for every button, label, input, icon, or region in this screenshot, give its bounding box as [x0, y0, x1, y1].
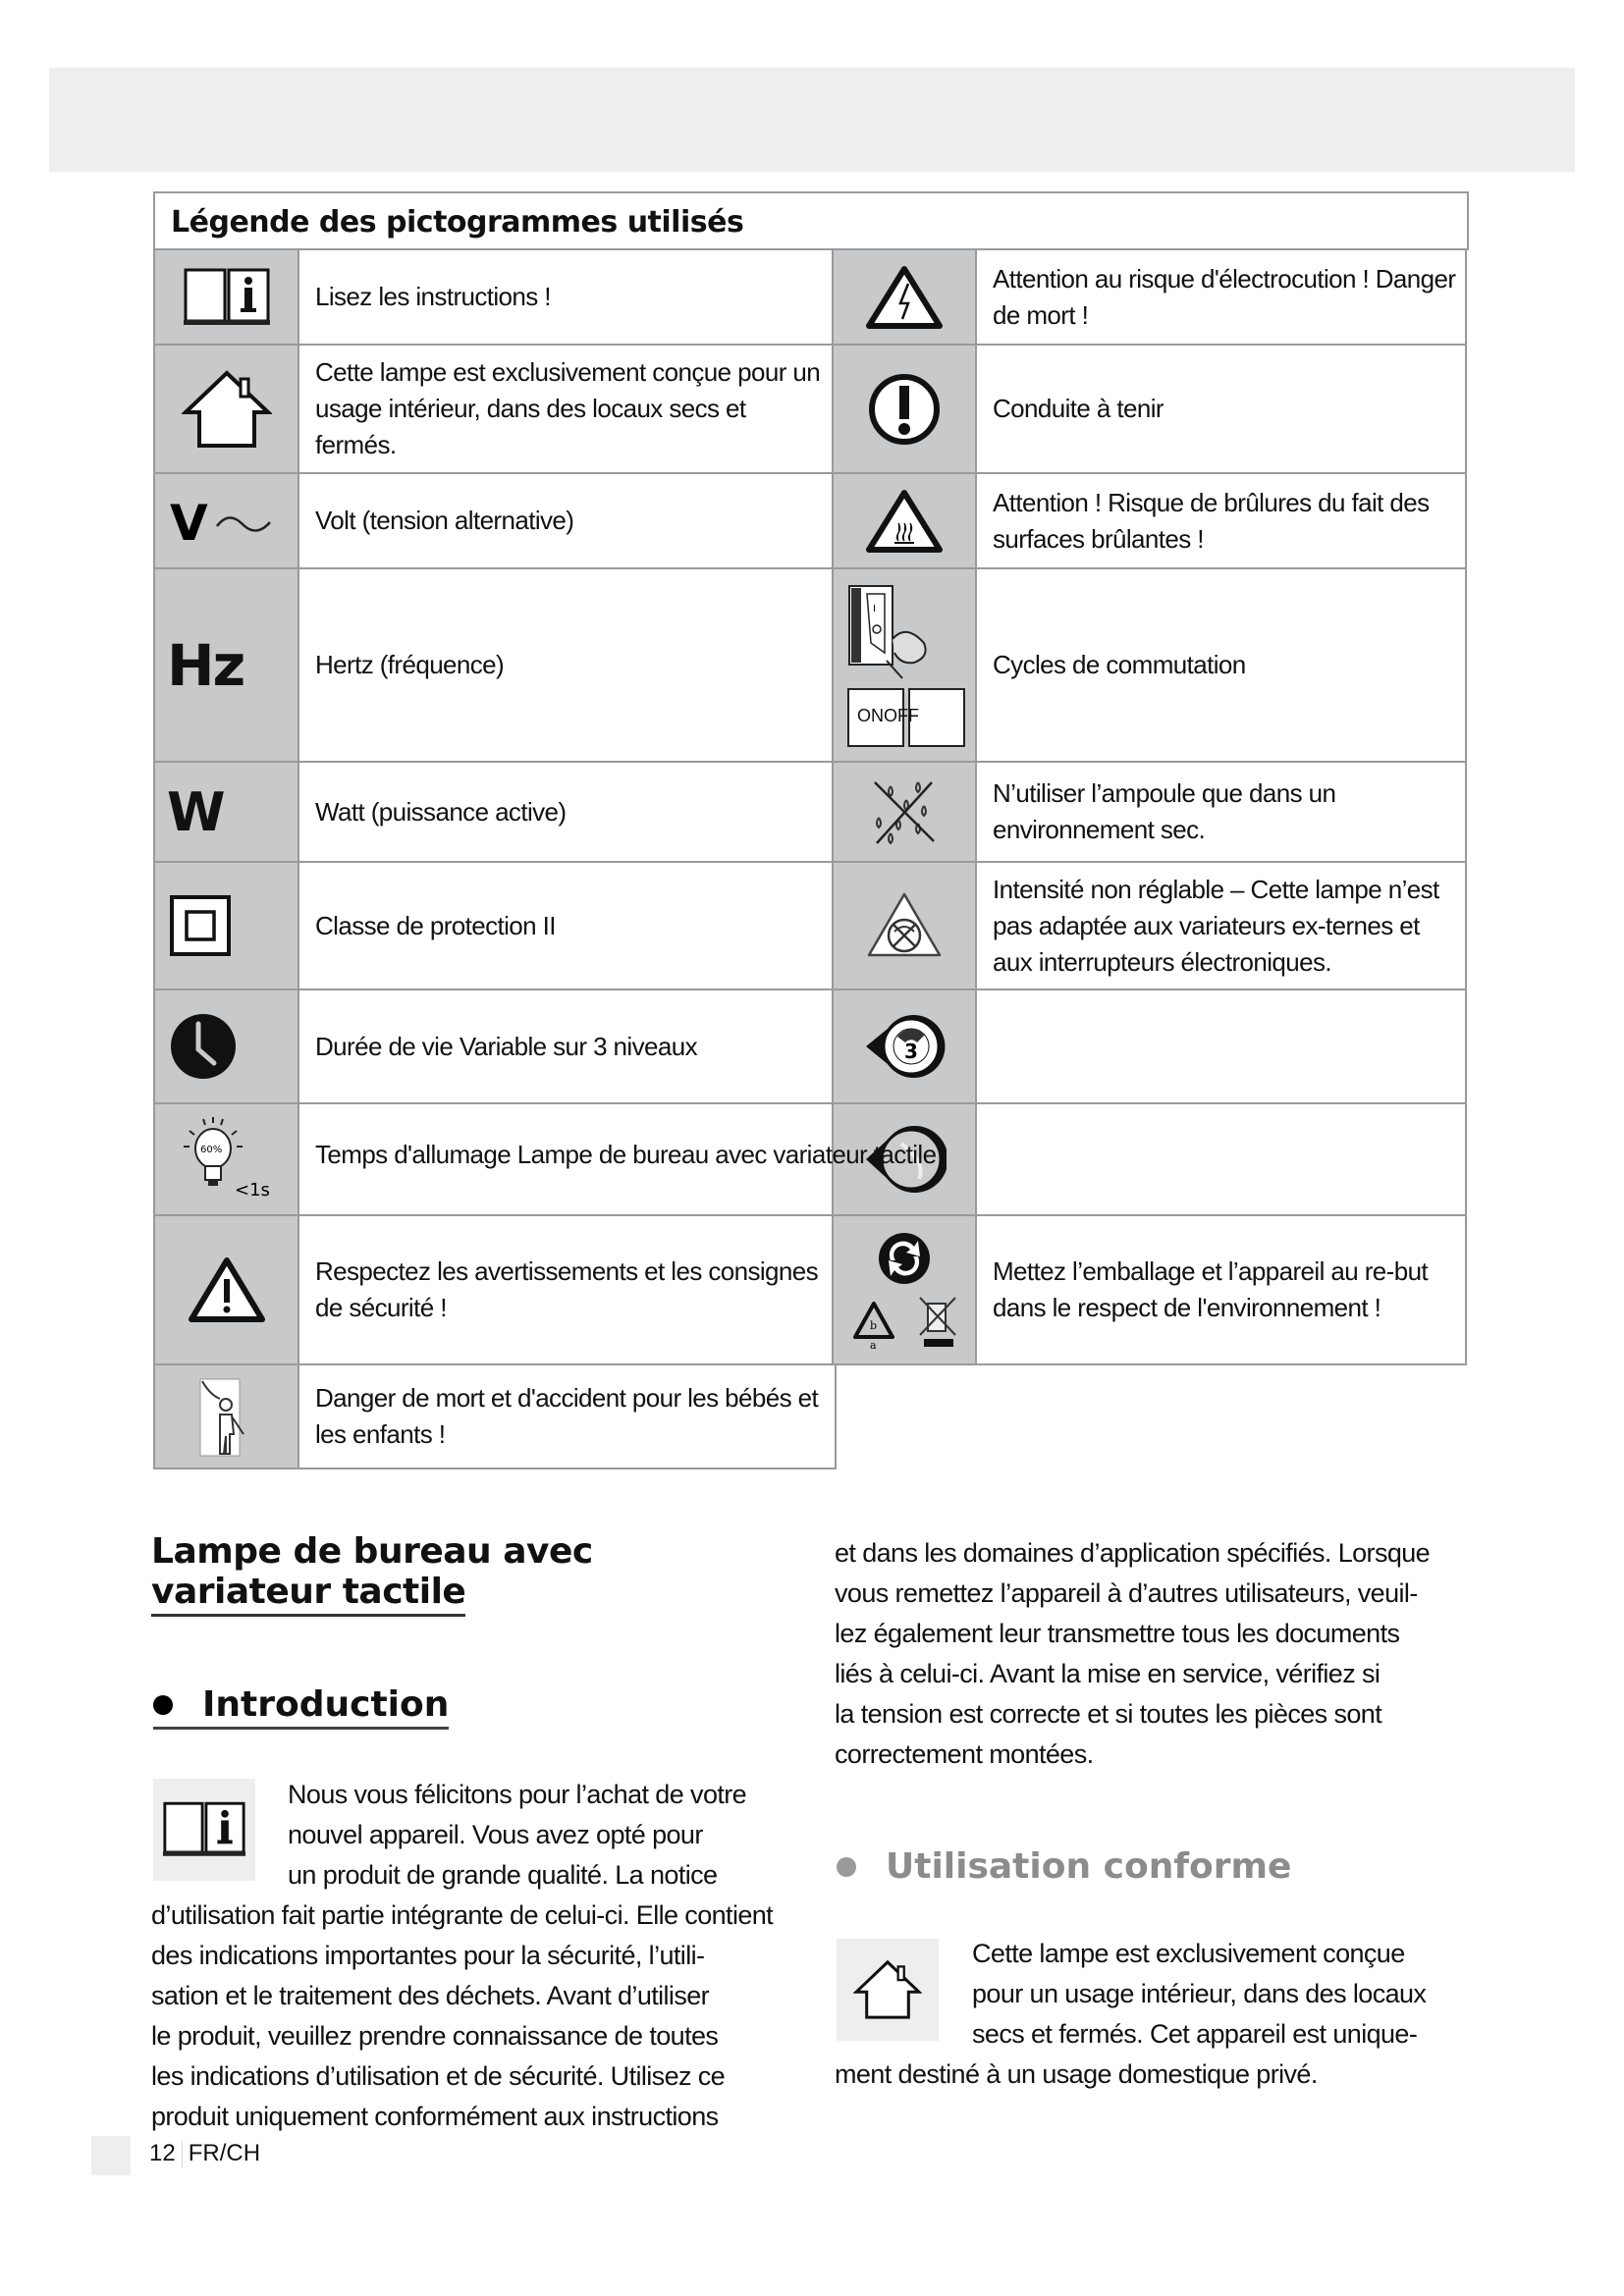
svg-text:a: a	[870, 1339, 877, 1349]
legend-text-switch-cycles: Cycles de commutation	[975, 567, 1467, 763]
legend-text-warmup-overflow: Temps d'allumage Lampe de bureau avec variateur tactile	[315, 1140, 937, 1169]
onoff-label-boxes: ONOFF	[847, 688, 965, 747]
page-footer	[149, 2140, 260, 2168]
child-danger-icon	[153, 1363, 299, 1469]
recycling-icons	[832, 1214, 977, 1365]
not-dimmable-icon	[832, 861, 977, 990]
legend-text-lifetime: Durée de vie Variable sur 3 niveaux	[298, 988, 837, 1104]
legend-text-disposal: Mettez l’emballage et l’appareil au re-but dans le respect de l'environnement !	[975, 1214, 1467, 1365]
protection-class-2-icon	[153, 861, 299, 990]
legend-text-hot-surface: Attention ! Risque de brûlures du fait des surfaces brûlantes !	[975, 472, 1467, 569]
dry-environment-only-icon	[832, 761, 977, 863]
clock-icon	[153, 988, 299, 1104]
top-header-band	[49, 68, 1575, 172]
watt-icon: W	[153, 761, 299, 863]
legend-text-dry-environment: N’utiliser l’ampoule que dans un environnement sec.	[975, 761, 1467, 863]
hot-surface-warning-icon	[832, 472, 977, 569]
legend-text-safety-warnings: Respectez les avertissements et les consignes de sécurité !	[298, 1214, 837, 1365]
electrocution-warning-icon	[832, 248, 977, 346]
product-title: Lampe de bureau avec variateur tactile	[151, 1531, 593, 1617]
legend-title-row	[153, 191, 1469, 250]
read-instructions-icon	[153, 248, 299, 346]
introduction-paragraph-continued: et dans les domaines d’application spécifiés. Lorsque vous remettez l’appareil à d’autres utilisateurs, veuil- lez également leur transmettre tous les documents liés à celui-ci. Avant la mise en service, vérifiez si la tension est correcte et si toutes les pièces sont correctement montées.	[835, 1538, 1431, 1769]
recycle-triangle-icon	[851, 1300, 896, 1349]
switch-cycles-icon	[832, 567, 977, 763]
exclamation-circle-icon	[832, 344, 977, 474]
legend-text-conduct: Conduite à tenir	[975, 344, 1467, 474]
indoor-house-icon	[837, 1939, 939, 2041]
legend-text-volt: Volt (tension alternative)	[298, 472, 837, 569]
hertz-icon: Hz	[153, 567, 299, 763]
intended-use-paragraph: ment destiné à un usage domestique privé.	[835, 2059, 1318, 2089]
legend-text-not-dimmable: Intensité non réglable – Cette lampe n’est pas adaptée aux variateurs ex-ternes et aux interrupteurs électroniques.	[975, 861, 1467, 990]
legend-text-watt: Watt (puissance active)	[298, 761, 837, 863]
svg-text:60%: 60%	[199, 1145, 222, 1155]
legend-text-child-danger: Danger de mort et d'accident pour les bébés et les enfants !	[298, 1363, 837, 1469]
legend-text-protection-class: Classe de protection II	[298, 861, 837, 990]
legend-text-electrocution: Attention au risque d'électrocution ! Danger de mort !	[975, 248, 1467, 346]
bullet-icon	[153, 1695, 173, 1715]
svg-text:b: b	[870, 1319, 878, 1332]
svg-text:V: V	[169, 496, 208, 546]
legend-text-read-instructions: Lisez les instructions !	[298, 248, 837, 346]
page-number: 12	[149, 2140, 176, 2166]
volt-ac-icon	[153, 472, 299, 569]
footer-marker	[91, 2136, 131, 2175]
read-instructions-icon	[153, 1779, 255, 1881]
section-heading-intended-use: Utilisation conforme	[837, 1846, 1291, 1887]
legend-text-empty-2	[975, 1102, 1467, 1216]
bullet-icon	[837, 1857, 856, 1877]
section-heading-introduction: Introduction	[153, 1684, 449, 1730]
legend-text-indoor-use: Cette lampe est exclusivement conçue pour un usage intérieur, dans des locaux secs et fermés.	[298, 344, 837, 474]
legend-text-hertz: Hertz (fréquence)	[298, 567, 837, 763]
svg-text:I: I	[873, 603, 876, 614]
locale-code: FR/CH	[188, 2140, 261, 2166]
green-dot-icon	[877, 1231, 932, 1286]
indoor-house-icon	[153, 344, 299, 474]
introduction-paragraph: d’utilisation fait partie intégrante de celui-ci. Elle contient des indications importantes pour la sécurité, l’utili- sation et le traitement des déchets. Avant d’utiliser le produit, veuillez prendre connaissance de toutes les indications d’utilisation et de sécurité. Utilisez ce produit uniquement conformément aux instructions	[151, 1900, 774, 2131]
svg-text:3: 3	[904, 1040, 918, 1063]
svg-text:<1s: <1s	[234, 1180, 270, 1201]
legend-title: Légende des pictogrammes utilisés	[171, 205, 744, 240]
three-level-dimmer-icon	[832, 988, 977, 1104]
legend-text-empty-1	[975, 988, 1467, 1104]
bulb-warmup-icon	[153, 1102, 299, 1216]
warning-triangle-icon	[153, 1214, 299, 1365]
weee-bin-icon	[918, 1296, 957, 1349]
introduction-paragraph-indented: Nous vous félicitons pour l’achat de votre nouvel appareil. Vous avez opté pour un produit de grande qualité. La notice	[288, 1780, 747, 1890]
intended-use-paragraph-indented: Cette lampe est exclusivement conçue pour un usage intérieur, dans des locaux secs et fermés. Cet appareil est unique-	[972, 1939, 1427, 2049]
